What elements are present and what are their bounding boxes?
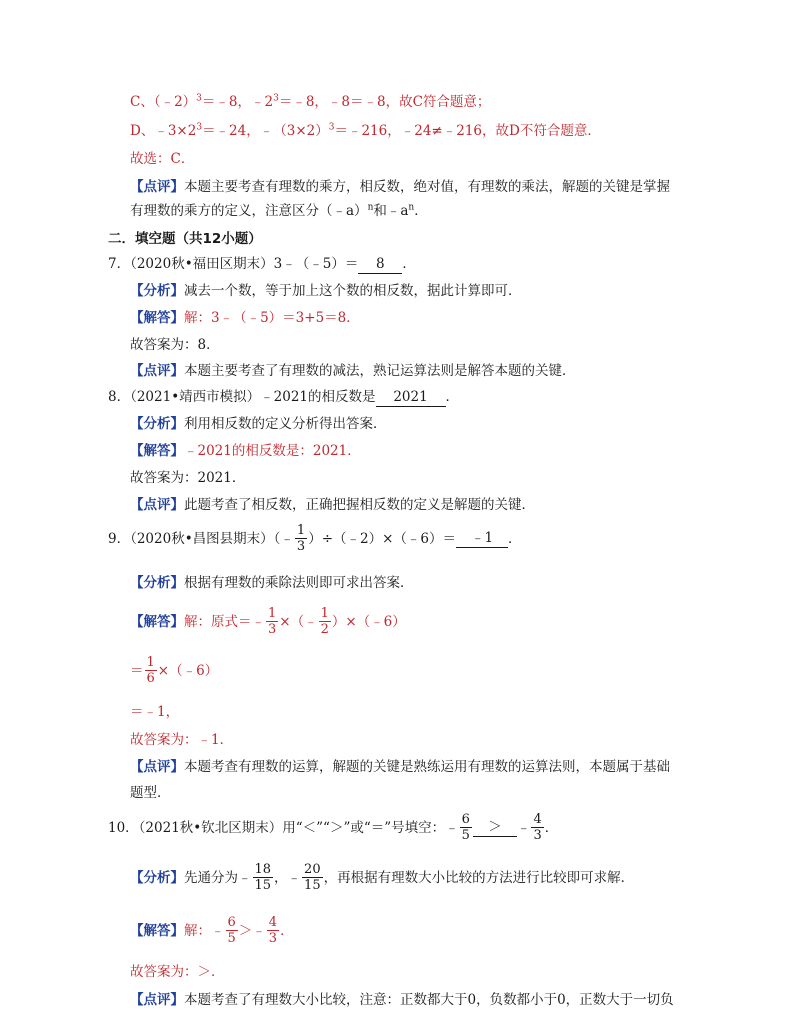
q9-sol-fraction-1-3: $\frac{1}{3}$ xyxy=(268,606,277,637)
q10-sol-fraction-4-3: $\frac{4}{3}$ xyxy=(268,915,278,946)
q10-solution: 【解答】 解：﹣ $\frac{6}{5}$ ＞﹣ $\frac{4}{3}$ ． xyxy=(130,915,294,946)
q10-comment: 【点评】本题考查了有理数大小比较，注意：正数都大于0，负数都小于0，正数大于一切负 xyxy=(130,992,674,1008)
q9-final: 故答案为：﹣1． xyxy=(130,732,234,748)
q9-sol-fraction-1-2: $\frac{1}{2}$ xyxy=(320,606,329,637)
comment-p6-line2: 有理数的乘方的定义，注意区分（﹣a）$^n$和$﹣a^n$． xyxy=(130,202,428,219)
q7-answer-blank: 8 xyxy=(358,255,402,274)
q8-analysis: 【分析】利用相反数的定义分析得出答案． xyxy=(130,416,387,432)
q10-an-fraction-18-15: $\frac{18}{15}$ xyxy=(254,862,272,893)
q10-fraction-4-3: $\frac{4}{3}$ xyxy=(533,812,542,843)
q10-sol-fraction-6-5: $\frac{6}{5}$ xyxy=(227,915,236,946)
q9-comment-2: 题型． xyxy=(130,785,171,801)
q9-step2: ＝ $\frac{1}{6}$ ×（﹣6） xyxy=(130,655,219,686)
section-title: 二．填空题（共12小题） xyxy=(108,231,262,247)
q7-analysis: 【分析】减去一个数，等于加上这个数的相反数，据此计算即可． xyxy=(130,283,522,299)
q10-final: 故答案为：＞． xyxy=(130,964,225,980)
q7-comment: 【点评】本题主要考查了有理数的减法，熟记运算法则是解答本题的关键． xyxy=(130,363,576,379)
q9-comment-1: 【点评】本题考查有理数的运算，解题的关键是熟练运用有理数的运算法则，本题属于基础 xyxy=(130,759,670,775)
q7-solution: 【解答】解：3﹣（﹣5）＝3+5＝8． xyxy=(130,310,360,326)
q8-stem: 8．（2021•靖西市模拟）﹣2021的相反数是 2021 ． xyxy=(108,389,460,405)
q10-an-fraction-20-15: $\frac{20}{15}$ xyxy=(304,862,321,893)
q8-solution: 【解答】﹣2021的相反数是：2021． xyxy=(130,443,361,459)
q9-fraction-1-6: $\frac{1}{6}$ xyxy=(146,655,155,686)
q9-step3: ＝﹣1， xyxy=(130,704,180,720)
q10-answer-blank: ＞ xyxy=(473,818,517,837)
q9-stem: 9．（2020秋•昌图县期末）（﹣ $\frac{1}{3}$ ）÷（﹣2）×（﹣6）＝ ﹣1 ． xyxy=(108,523,522,554)
comment-p6-line1: 【点评】本题主要考查有理数的乘方，相反数，绝对值，有理数的乘法，解题的关键是掌握 xyxy=(130,179,670,195)
choose-line: 故选：C． xyxy=(130,151,195,167)
q10-analysis: 【分析】 先通分为﹣ $\frac{18}{15}$ ，﹣ $\frac{20}{15}$ ，再根据有理数大小比较的方法进行比较即可求解． xyxy=(130,862,635,893)
q9-analysis: 【分析】根据有理数的乘除法则即可求出答案． xyxy=(130,575,414,591)
q7-final: 故答案为：8． xyxy=(130,337,220,353)
q9-solution: 【解答】 解：原式＝﹣ $\frac{1}{3}$ ×（﹣ $\frac{1}{2}$ ）×（﹣6） xyxy=(130,606,406,637)
q7-stem: 7．（2020秋•福田区期末）3﹣（﹣5）＝ 8 ． xyxy=(108,256,416,272)
q9-fraction-1-3: $\frac{1}{3}$ xyxy=(296,523,306,554)
q8-comment: 【点评】此题考查了相反数，正确把握相反数的定义是解题的关键． xyxy=(130,497,535,513)
q8-final: 故答案为：2021． xyxy=(130,470,246,486)
q8-answer-blank: 2021 xyxy=(376,388,446,407)
option-d-line: D、$﹣3\times 2^3=﹣24$，$﹣(3\times 2)^3=﹣216$，﹣24≠﹣216，故D不符合题意． xyxy=(130,122,601,139)
q10-fraction-6-5: $\frac{6}{5}$ xyxy=(461,812,470,843)
option-c-line: C、（﹣2）$^3$＝﹣8，$﹣2^3=﹣8$，﹣8＝﹣8，故C符合题意； xyxy=(130,93,491,110)
q9-answer-blank: ﹣1 xyxy=(456,529,508,548)
q10-stem: 10．（2021秋•钦北区期末）用“＜”“＞”或“＝”号填空：﹣ $\frac{6}{5}$ ＞ ﹣ $\frac{4}{3}$ ． xyxy=(108,812,559,843)
